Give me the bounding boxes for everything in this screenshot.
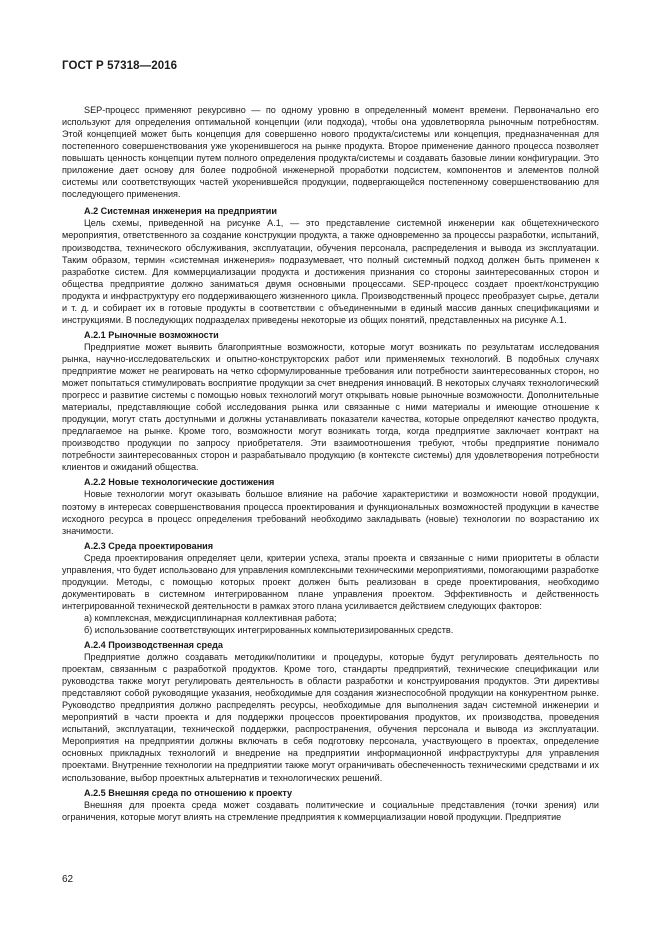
heading-a2-4: А.2.4 Производственная среда — [84, 640, 223, 651]
page-number: 62 — [62, 874, 74, 885]
heading-a2-2: А.2.2 Новые технологические достижения — [84, 477, 275, 488]
paragraph-a2-2: Новые технологии могут оказывать большое влияние на рабочие характеристики и возможности новой продукции, поэтому в интересах совершенствования процесса проектирования и функциональных возможностей продукции в качестве исходного ресурса в процесс определения требований необходимо закладывать (новые) технологии по возрастанию их значимости. — [62, 489, 599, 536]
page-content — [62, 104, 599, 823]
paragraph-a2-1: Предприятие может выявить благоприятные возможности, которые могут возникать по результатам исследования рынка, научно-исследовательских и опытно-конструкторских работ или применяемых технологий. В подобных случаях предприятие может не реагировать на четко сформулированные требования или потребности заинтересованных сторон, но может попытаться стимулировать восприятие продукции за счет внедрения инноваций. В некоторых случаях технологический прогресс и развитие системы с помощью новых технологий могут открывать новые рыночные возможности. Дополнительные материалы, представляющие собой исследования рынка или связанные с ними материалы и имеющие отношение к продукции, могут стать доступными и должны устанавливать показатели качества, которые определяют качество продукта, предлагаемое на рынке. Кроме того, возможности могут возникать тогда, когда предприятие заключает контракт на производство продукции по запросу приобретателя. Эти взаимоотношения требуют, чтобы предприятие понимало потребности заинтересованных сторон и разрабатывало продукцию (в контексте системы) для удовлетворения потребности клиентов и ожиданий общества. — [62, 341, 599, 473]
standard-header: ГОСТ Р 57318—2016 — [62, 60, 178, 72]
list-item-a: а) комплексная, междисциплинарная коллективная работа; — [84, 612, 337, 623]
list-item-b: б) использование соответствующих интегрированных компьютеризированных средств. — [84, 624, 454, 635]
paragraph-a2-3: Среда проектирования определяет цели, критерии успеха, этапы проекта и связанные с ними приоритеты в области управления, что будет использовано для управления комплексными техническими мероприятиями, помогающими разработке продукции. Методы, с помощью которых проект должен быть реализован в среде проектирования, необходимо документировать в системном интегрированном плане управления проектом. Эффективность и действенность интегрированной технической деятельности в рамках этого плана усиливается действием следующих факторов: — [62, 552, 599, 611]
paragraph-sep-recursive: SEP-процесс применяют рекурсивно — по одному уровню в определенный момент времени. Первоначально его используют для определения оптимальной концепции (или подхода), чтобы она удовлетворяла рыночным потребностям. Этой концепцией может быть концепция для совершенно нового продукта/системы или концепция, предназначенная для постепенного совершенствования уже укоренившегося на рынке продукта. Второе применение данного процесса позволяет повышать ценность концепции путем полного определения продукта/системы и создавать базовые линии конфигурации. Это приложение дает основу для более подробной инженерной проработки подсистем, компонентов и элементов полной системы или соответствующих частей укоренившейся продукции, подвергающейся постепенному совершенствованию для последующего применения. — [62, 105, 599, 200]
heading-a2: А.2 Системная инженерия на предприятии — [84, 206, 277, 217]
heading-a2-1: А.2.1 Рыночные возможности — [84, 329, 219, 340]
heading-a2-5: А.2.5 Внешняя среда по отношению к проекту — [84, 787, 293, 798]
paragraph-a2-5: Внешняя для проекта среда может создавать политические и социальные представления (точки зрения) или ограничения, которые могут влиять на стремление предприятия к коммерциализации новой продукции. Предприятие — [62, 799, 599, 822]
paragraph-a2-4: Предприятие должно создавать методики/политики и процедуры, которые будут регулировать деятельность по проектам, связанным с разработкой продуктов. Кроме того, стандарты предприятий, технические спецификации или руководства также могут регулировать деятельность в области разработки и конструирования продуктов. Эти директивы представляют собой руководящие указания, необходимые для создания жизнеспособной продукции на конкурентном рынке. Руководство предприятия должно распределять ресурсы, необходимые для выполнения задач системной инженерии и мероприятий в части проекта и для поддержки процессов проектирования продуктов, их производства, проведения испытаний, эксплуатации, технической поддержки, распространения, обучения персонала и вывода из эксплуатации. Мероприятия на предприятии должны включать в себя подготовку персонала, участвующего в проектах, определение основных прикладных технологий и внедрение на предприятии информационной инфраструктуры для управления проектами. Внутренние технологии на предприятии также могут ограничивать обеспеченность техническими средствами и их использование, выбор проектных альтернатив и технологических решений. — [62, 652, 599, 783]
heading-a2-3: А.2.3 Среда проектирования — [84, 540, 214, 551]
paragraph-a2: Цель схемы, приведенной на рисунке А.1, — это представление системной инженерии как общетехнического мероприятия, ответственного за создание конструкции продукта, а также одновременно за процессы разработки, испытаний, производства, технического обслуживания, эксплуатации, обучения персонала, распределения и вывода из эксплуатации. Таким образом, термин «системная инженерия» подразумевает, что полный системный подход должен быть применен к разработке систем. Для коммерциализации продукта и достижения признания со стороны заинтересованных сторон и общества предприятие должно заниматься двумя основными процессами. SEP-процесс создает проект/конструкцию продукта и инфраструктуру его поддерживающего жизненного цикла. Производственный процесс преобразует сырье, детали и т. д. и собирает их в готовые продукты в соответствии с объединенными в единый массив данных спецификациями и инструкциями. В последующих подразделах приведены некоторые из общих понятий, представленных на рисунке А.1. — [62, 218, 599, 325]
